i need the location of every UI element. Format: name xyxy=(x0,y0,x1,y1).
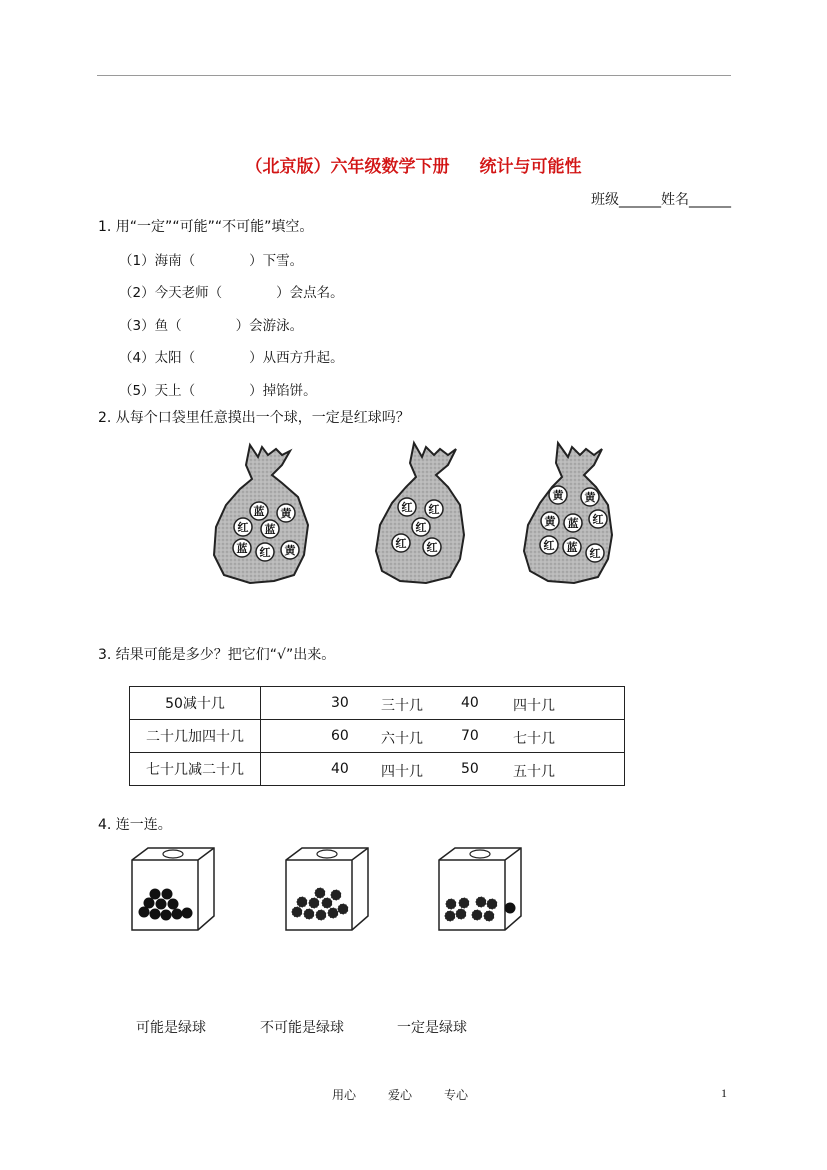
option[interactable]: 七十几 xyxy=(513,731,555,747)
ball-label: 红 xyxy=(589,547,601,560)
ball-label: 红 xyxy=(428,503,440,516)
class-name-line: 班级______姓名______ xyxy=(591,192,731,208)
ball-label: 红 xyxy=(426,541,438,554)
page-number: 1 xyxy=(721,1086,727,1100)
ball-label: 蓝 xyxy=(253,505,265,518)
title-part-1: （北京版）六年级数学下册 xyxy=(245,157,450,177)
q1-item-2: （2）今天老师（ ）会点名。 xyxy=(119,285,344,301)
ball-label: 红 xyxy=(401,501,413,514)
q1-prompt: 1. 用“一定”“可能”“不可能”填空。 xyxy=(98,219,314,235)
ball-label: 黄 xyxy=(552,489,564,502)
option[interactable]: 三十几 xyxy=(381,698,423,714)
ball-label: 红 xyxy=(592,513,604,526)
option[interactable]: 60 xyxy=(331,728,349,744)
q3-row-1-options xyxy=(261,687,625,720)
footer-item-3: 专心 xyxy=(444,1088,469,1102)
ball-label: 蓝 xyxy=(264,523,276,536)
q4-box-3[interactable] xyxy=(437,846,537,934)
ball-label: 黄 xyxy=(284,544,296,557)
ball-label: 红 xyxy=(259,546,271,559)
ball-label: 蓝 xyxy=(567,517,579,530)
ball-label: 黄 xyxy=(544,515,556,528)
q3-row-3-label: 七十几减二十几 xyxy=(130,753,261,786)
q3-row-3 xyxy=(130,753,625,786)
footer-item-2: 爱心 xyxy=(388,1088,413,1102)
q4-box-1[interactable] xyxy=(130,846,230,934)
q3-prompt: 3. 结果可能是多少？把它们“√”出来。 xyxy=(98,647,336,663)
ball-label: 红 xyxy=(395,537,407,550)
q3-table xyxy=(129,686,625,786)
option[interactable]: 70 xyxy=(461,728,479,744)
option[interactable]: 50 xyxy=(461,761,479,777)
bag-1 xyxy=(214,445,308,583)
option[interactable]: 30 xyxy=(331,695,349,711)
option[interactable]: 六十几 xyxy=(381,731,423,747)
q3-row-1 xyxy=(130,687,625,720)
title-part-2: 统计与可能性 xyxy=(479,157,582,177)
footer-item-1: 用心 xyxy=(332,1088,357,1102)
q4-box-2[interactable] xyxy=(284,846,384,934)
ball-label: 红 xyxy=(415,521,427,534)
q4-label-1[interactable]: 可能是绿球 xyxy=(136,1020,206,1036)
ball-label: 蓝 xyxy=(236,542,248,555)
bag-2-shape xyxy=(376,443,464,583)
ball-label: 蓝 xyxy=(566,541,578,554)
ball-label: 红 xyxy=(237,521,249,534)
q1-item-1: （1）海南（ ）下雪。 xyxy=(119,253,304,269)
q1-item-5: （5）天上（ ）掉馅饼。 xyxy=(119,383,317,399)
q4-label-3[interactable]: 一定是绿球 xyxy=(397,1020,467,1036)
option[interactable]: 五十几 xyxy=(513,764,555,780)
option[interactable]: 40 xyxy=(331,761,349,777)
q3-row-2-label: 二十几加四十几 xyxy=(130,720,261,753)
q4-prompt: 4. 连一连。 xyxy=(98,817,172,833)
option[interactable]: 四十几 xyxy=(381,764,423,780)
page-title xyxy=(0,152,827,177)
q1-item-3: （3）鱼（ ）会游泳。 xyxy=(119,318,304,334)
q2-bags-illustration xyxy=(200,435,640,595)
q3-row-3-options xyxy=(261,753,625,786)
bag-2 xyxy=(376,443,464,583)
ball-label: 黄 xyxy=(584,491,596,504)
bag-3 xyxy=(524,443,612,583)
option[interactable]: 40 xyxy=(461,695,479,711)
ball-label: 红 xyxy=(543,539,555,552)
q3-row-1-label: 50减十几 xyxy=(130,687,261,720)
q3-row-2 xyxy=(130,720,625,753)
q2-prompt: 2. 从每个口袋里任意摸出一个球，一定是红球吗？ xyxy=(98,410,410,426)
ball-label: 黄 xyxy=(280,507,292,520)
q4-label-2[interactable]: 不可能是绿球 xyxy=(260,1020,344,1036)
header-rule xyxy=(97,75,731,76)
q3-row-2-options xyxy=(261,720,625,753)
option[interactable]: 四十几 xyxy=(513,698,555,714)
q1-item-4: （4）太阳（ ）从西方升起。 xyxy=(119,350,344,366)
